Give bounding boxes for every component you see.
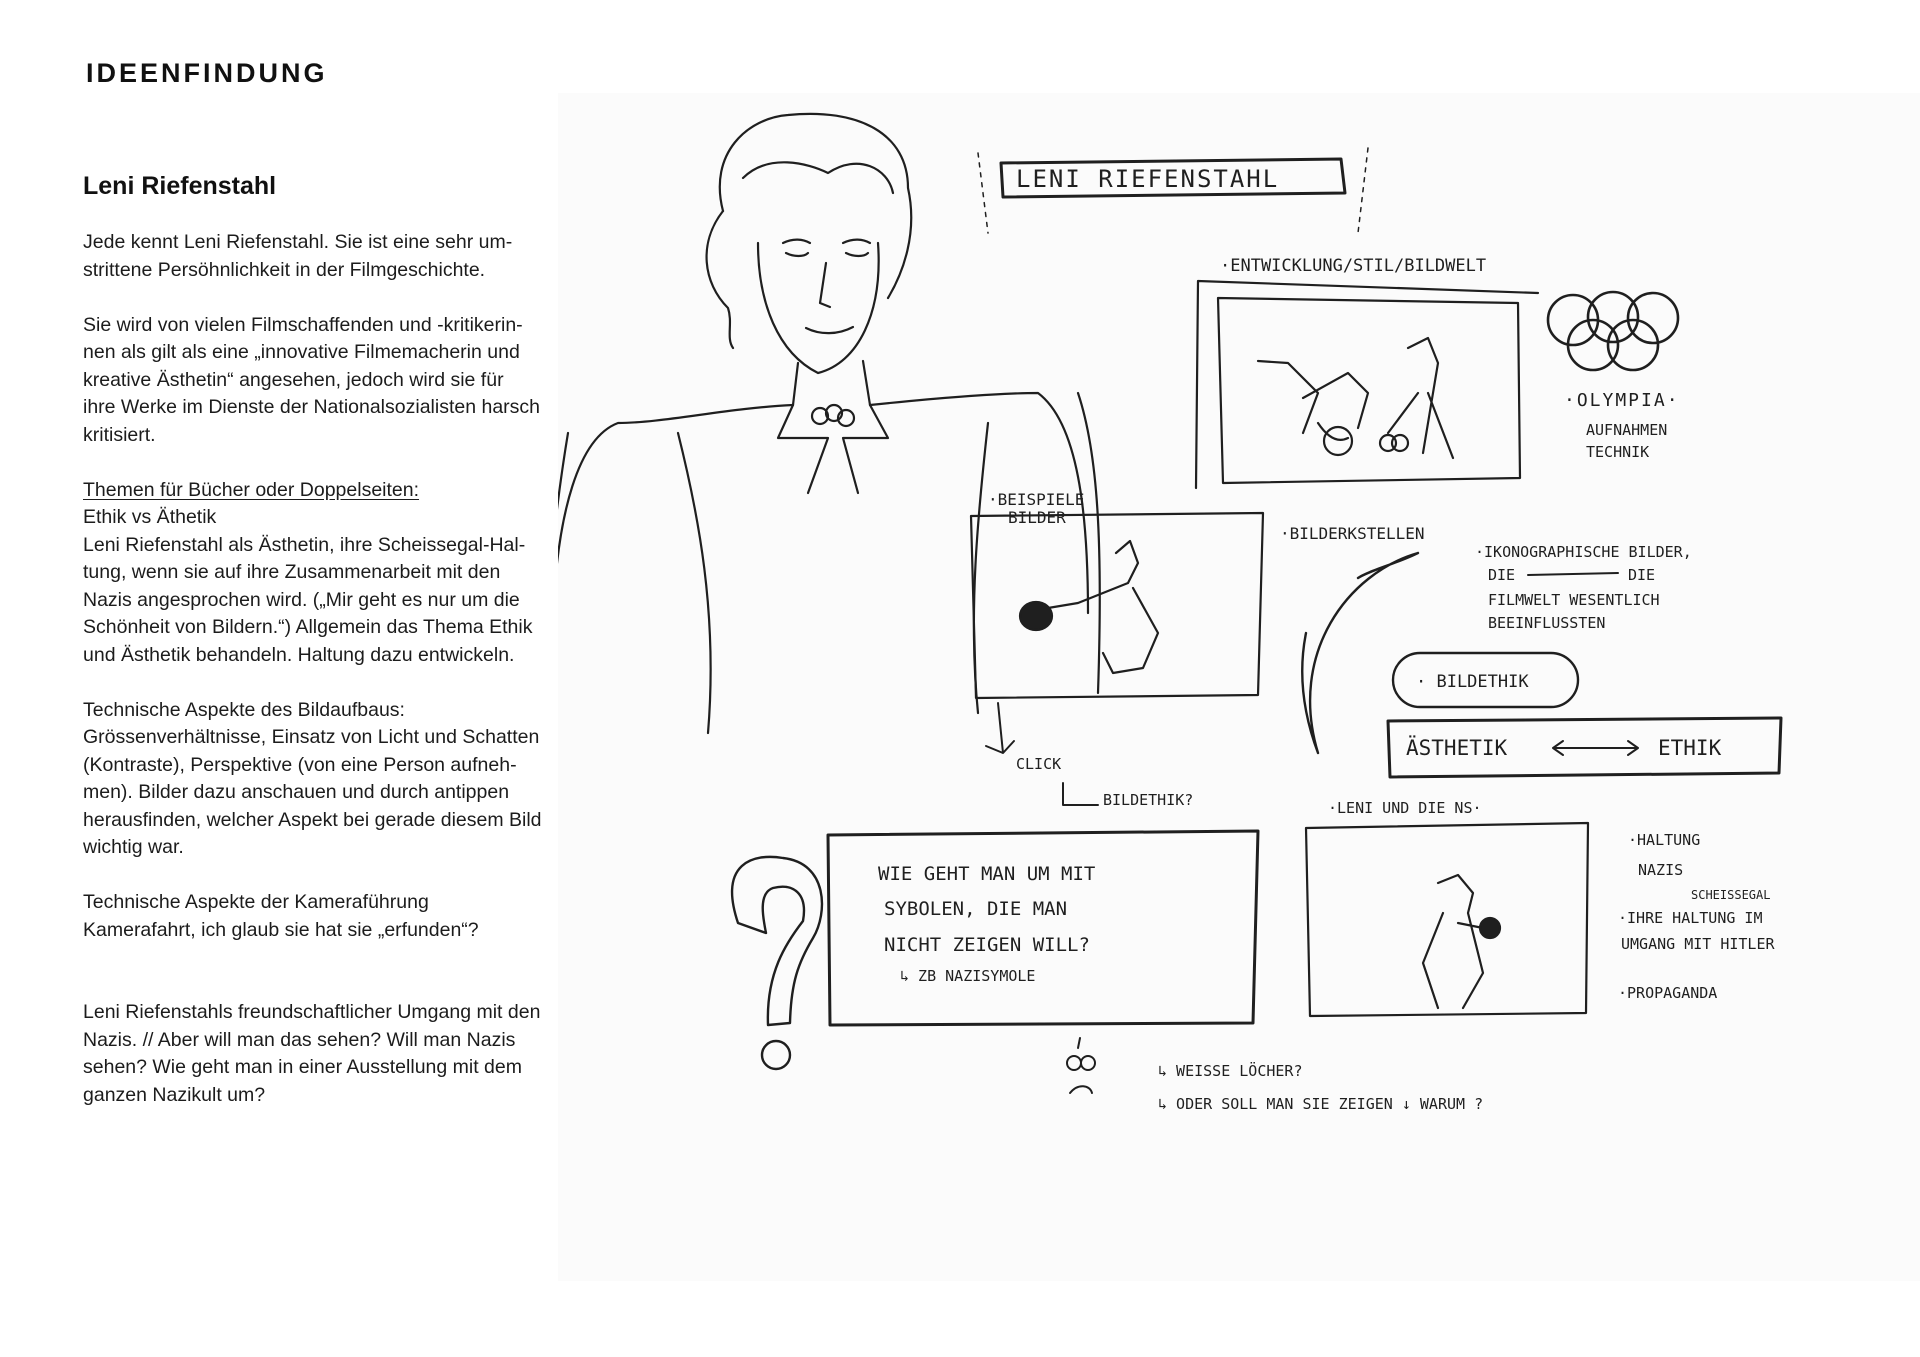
sketch-title: LENI RIEFENSTAHL xyxy=(1016,165,1280,193)
curved-arrow-icon xyxy=(1302,553,1418,753)
leni-nazis-image-frame xyxy=(1306,823,1588,1016)
question-mark-icon xyxy=(732,857,822,1069)
text-line: herausfinden, welcher Aspekt bei gerade diesem Bild xyxy=(83,808,542,831)
stance-note: ·PROPAGANDA xyxy=(1618,984,1718,1002)
iconographic-note: DIE xyxy=(1488,566,1516,584)
olympia-note: AUFNAHMEN xyxy=(1586,421,1668,439)
stance-note: SCHEISSEGAL xyxy=(1691,888,1771,902)
text-line: Ethik vs Äthetik xyxy=(83,506,217,528)
concept-sketch xyxy=(558,93,1920,1281)
text-line: tung, wenn sie auf ihre Zusammenarbeit mit den xyxy=(83,561,501,583)
text-line: strittene Persöhnlichkeit in der Filmgeschichte. xyxy=(83,258,486,281)
text-line: sehen? Wie geht man in einer Ausstellung mit dem xyxy=(83,1056,522,1078)
text-line: Leni Riefenstahls freundschaftlicher Umgang mit den xyxy=(83,1001,541,1023)
ethics-label: ETHIK xyxy=(1658,736,1722,760)
text-line: kreative Ästhetin“ angesehen, jedoch wird sie für xyxy=(83,368,504,391)
result-arrow-icon xyxy=(1063,783,1098,805)
text-line: Sie wird von vielen Filmschaffenden und -kritikerin- xyxy=(83,313,523,336)
text-line: und Ästhetik behandeln. Haltung dazu entwickeln. xyxy=(83,643,515,666)
sketch-title-box xyxy=(978,148,1368,233)
leni-nazis-label: ·LENI UND DIE NS· xyxy=(1328,799,1482,817)
olympia-label: ·OLYMPIA· xyxy=(1564,390,1680,411)
sketch-drawing xyxy=(558,93,1920,1281)
nazi-relations-paragraph xyxy=(83,999,628,1109)
question-line: NICHT ZEIGEN WILL? xyxy=(884,934,1090,956)
question-line: ↳ ZB NAZISYMOLE xyxy=(900,967,1036,985)
document-title: Leni Riefenstahl xyxy=(83,172,277,200)
text-line: nen als gilt als eine „innovative Filmemacherin und xyxy=(83,341,520,363)
pointer-arrow-icon xyxy=(986,703,1014,753)
click-result: BILDETHIK? xyxy=(1103,791,1194,809)
iconographic-note: DIE xyxy=(1628,566,1656,584)
text-line: men). Bilder dazu anschauen und durch antippen xyxy=(83,781,510,803)
text-line: ihre Werke im Dienste der Nationalsozialisten harsch xyxy=(83,396,541,418)
double-arrow-icon xyxy=(1553,741,1638,755)
iconographic-note: ·IKONOGRAPHISCHE BILDER, xyxy=(1475,543,1692,561)
text-line: Schönheit von Bildern.“) Allgemein das Thema Ethik xyxy=(83,616,533,638)
bottom-note: ↳ ODER SOLL MAN SIE ZEIGEN ↓ WARUM ? xyxy=(1158,1095,1484,1113)
text-column xyxy=(83,172,628,1137)
bottom-note: ↳ WEISSE LÖCHER? xyxy=(1158,1062,1303,1080)
text-line: Nazis. // Aber will man das sehen? Will man Nazis xyxy=(83,1028,516,1051)
text-line: Technische Aspekte des Bildaufbaus: xyxy=(83,698,405,721)
stance-note: ·IHRE HALTUNG IM xyxy=(1618,909,1763,927)
text-line: kritisiert. xyxy=(83,423,156,446)
text-line: Leni Riefenstahl als Ästhetin, ihre Scheissegal-Hal- xyxy=(83,533,526,556)
click-label: CLICK xyxy=(1016,755,1062,773)
section-heading: IDEENFINDUNG xyxy=(86,58,328,88)
example-images-label: ·BEISPIELE xyxy=(988,490,1085,509)
text-line: ganzen Nazikult um? xyxy=(83,1083,266,1106)
eyes-doodle-icon xyxy=(1067,1038,1095,1093)
text-line: (Kontraste), Perspektive (von eine Person aufneh- xyxy=(83,753,517,776)
text-line: Kamerafahrt, ich glaub sie hat sie „erfunden“? xyxy=(83,918,479,941)
olympic-rings-icon xyxy=(1548,292,1678,370)
bildethik-pill xyxy=(1393,653,1578,707)
text-line: Technische Aspekte der Kameraführung xyxy=(83,891,429,913)
discus-image-frame xyxy=(971,513,1263,698)
image-sets-label: ·BILDERKSTELLEN xyxy=(1280,524,1425,543)
reception-paragraph xyxy=(83,312,628,450)
text-line: Jede kennt Leni Riefenstahl. Sie ist eine sehr um- xyxy=(83,231,513,253)
camera-paragraph xyxy=(83,889,628,944)
question-box xyxy=(828,831,1258,1025)
text-line: Grössenverhältnisse, Einsatz von Licht und Schatten xyxy=(83,726,540,748)
aesthetics-label: ÄSTHETIK xyxy=(1406,736,1508,760)
iconographic-note: FILMWELT WESENTLICH xyxy=(1488,591,1660,609)
example-images-label: BILDER xyxy=(1008,508,1066,527)
image-composition-paragraph xyxy=(83,697,628,862)
stance-note: UMGANG MIT HITLER xyxy=(1621,935,1775,953)
development-label: ·ENTWICKLUNG/STIL/BILDWELT xyxy=(1220,256,1487,276)
intro-paragraph xyxy=(83,229,628,284)
question-line: SYBOLEN, DIE MAN xyxy=(884,898,1068,920)
stance-note: NAZIS xyxy=(1638,861,1684,879)
topics-paragraph xyxy=(83,477,628,670)
stance-note: ·HALTUNG xyxy=(1628,831,1701,849)
question-line: WIE GEHT MAN UM MIT xyxy=(878,863,1096,885)
topics-heading: Themen für Bücher oder Doppelseiten: xyxy=(83,478,420,501)
portrait-sketch xyxy=(558,114,1100,733)
aesthetics-ethics-box xyxy=(1388,718,1781,777)
text-line: Nazis angesprochen wird. („Mir geht es nur um die xyxy=(83,588,520,611)
iconographic-note: BEEINFLUSSTEN xyxy=(1488,614,1606,632)
strikethrough-line xyxy=(1528,573,1618,575)
olympia-note: TECHNIK xyxy=(1586,443,1650,461)
bildethik-label: · BILDETHIK xyxy=(1416,672,1529,692)
olympia-image-frame xyxy=(1196,281,1538,488)
text-line: wichtig war. xyxy=(83,836,184,858)
